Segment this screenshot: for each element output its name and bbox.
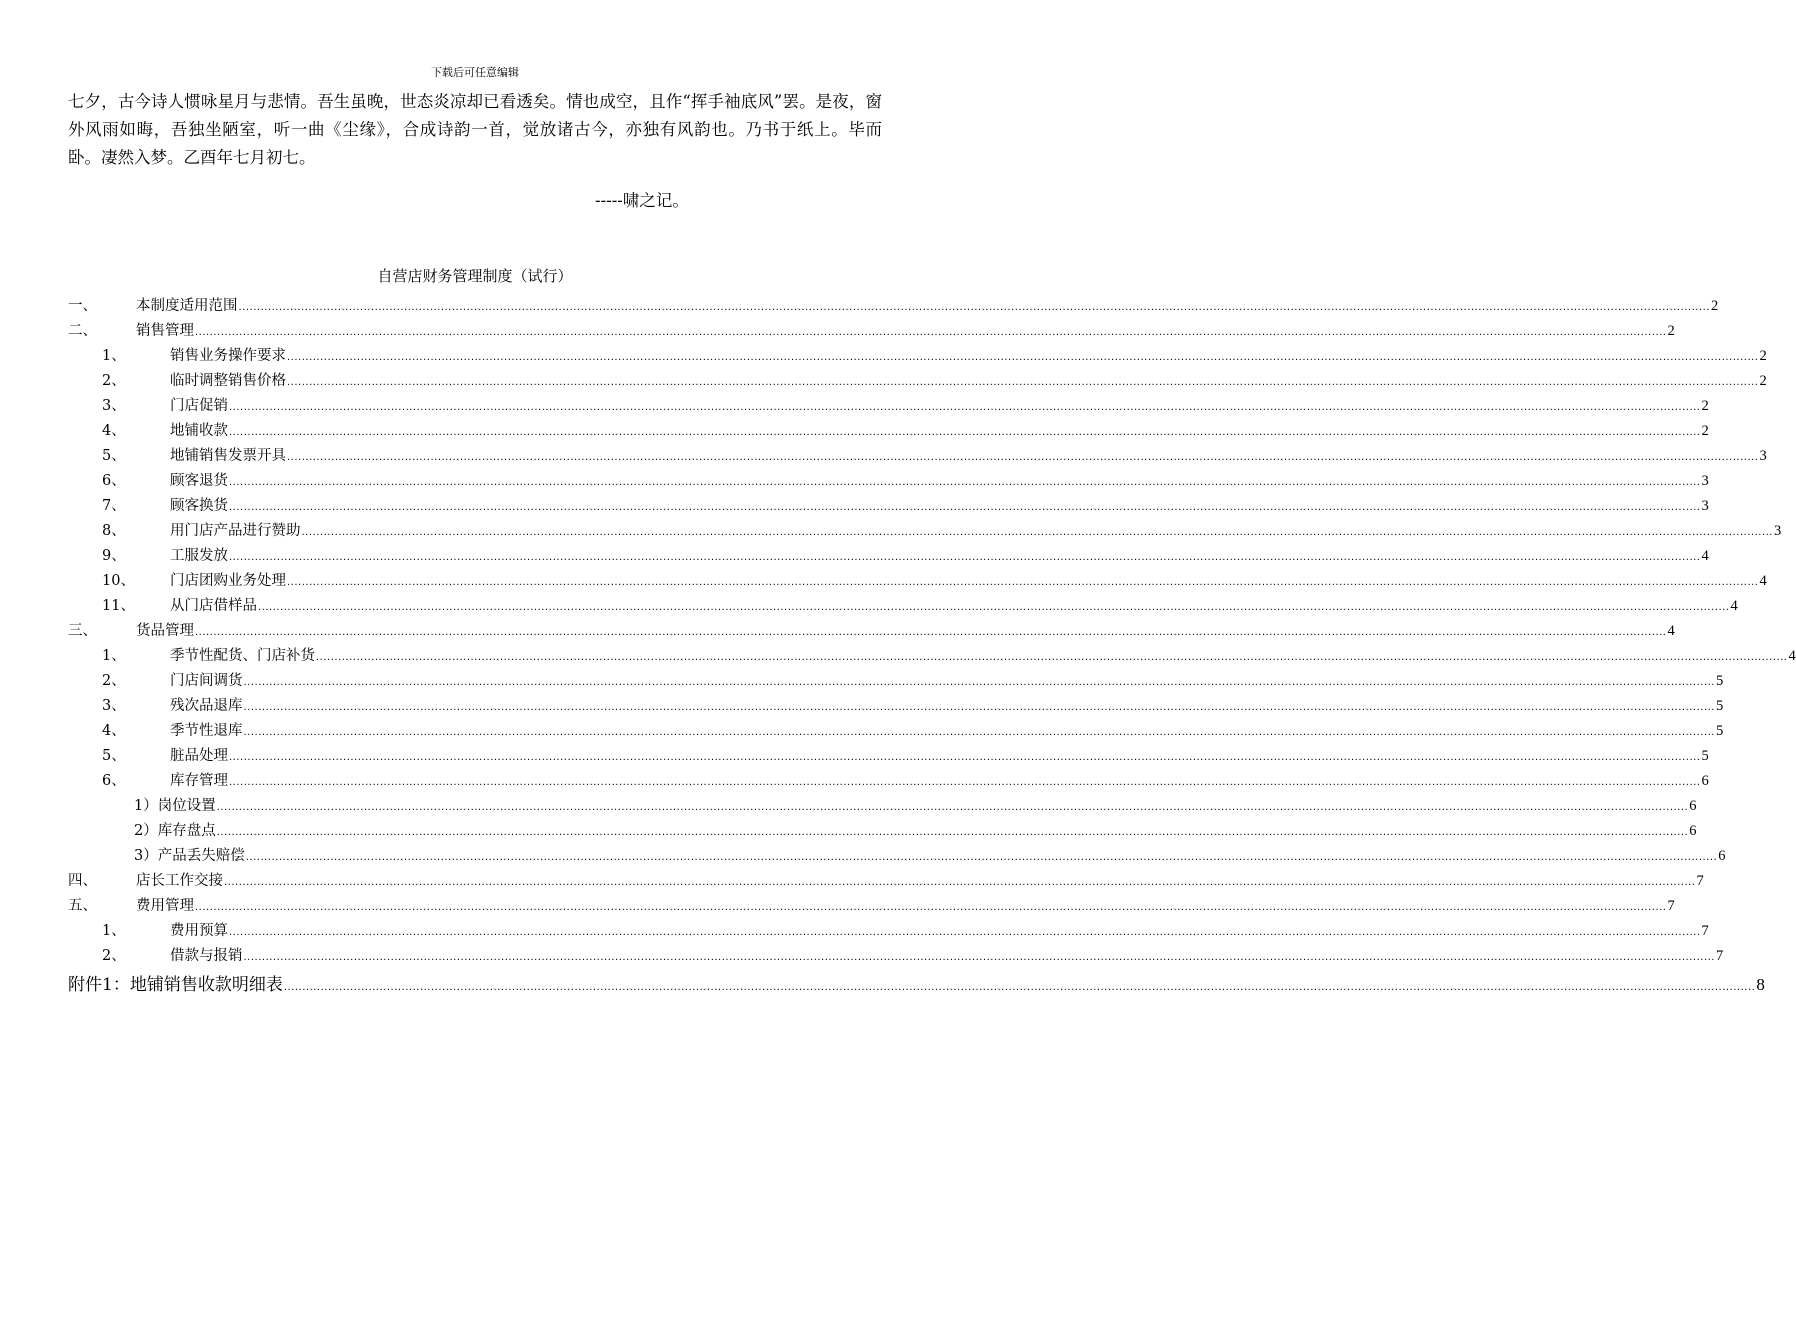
toc-entry-title: 脏品处理 xyxy=(170,748,228,764)
toc-entry-title: 顾客换货 xyxy=(170,498,228,514)
signature: -----啸之记。 xyxy=(595,191,689,210)
toc-dot-leader: ................................................................................................................................................................................................................................................................................................................................................................................................................ xyxy=(245,852,1718,863)
toc-entry[interactable] xyxy=(68,719,1724,744)
toc-entry-number: 5、 xyxy=(102,448,126,464)
toc-entry-page-number: 3 xyxy=(1759,448,1767,464)
toc-entry-page-number: 4 xyxy=(1788,648,1796,664)
toc-entry-title: 季节性退库 xyxy=(170,723,243,739)
toc-entry-title: 销售业务操作要求 xyxy=(170,348,286,364)
toc-entry-number: 1、 xyxy=(102,648,126,664)
toc-entry-title: 临时调整销售价格 xyxy=(170,373,286,389)
toc-entry[interactable] xyxy=(68,694,1724,719)
toc-entry-title: 季节性配货、门店补货 xyxy=(170,648,315,664)
toc-dot-leader: ................................................................................................................................................................................................................................................................................................................................................................................................................ xyxy=(243,952,1715,963)
toc-dot-leader: ................................................................................................................................................................................................................................................................................................................................................................................................................ xyxy=(316,652,1788,663)
toc-dot-leader: ................................................................................................................................................................................................................................................................................................................................................................................................................ xyxy=(216,827,1689,838)
toc-entry-number: 2） xyxy=(134,823,158,839)
toc-entry-page-number: 2 xyxy=(1701,423,1709,439)
toc-entry[interactable] xyxy=(68,294,1719,319)
toc-dot-leader: ................................................................................................................................................................................................................................................................................................................................................................................................................ xyxy=(195,627,1667,638)
toc-entry-page-number: 2 xyxy=(1759,373,1767,389)
toc-entry-number: 4、 xyxy=(102,423,126,439)
intro-paragraph: 七夕，古今诗人惯咏星月与悲情。吾生虽晚，世态炎凉却已看透矣。情也成空，且作“挥手袖底风”罢。是夜，窗外风雨如晦，吾独坐陋室，听一曲《尘缘》，合成诗韵一首，觉放诸古今，亦独有风韵也。乃书于纸上。毕而卧。凄然入梦。乙酉年七月初七。 xyxy=(68,92,882,167)
toc-dot-leader: ................................................................................................................................................................................................................................................................................................................................................................................................................ xyxy=(216,802,1689,813)
toc-entry-title: 门店团购业务处理 xyxy=(170,573,286,589)
toc-entry[interactable] xyxy=(68,619,1675,644)
toc-entry-title: 费用管理 xyxy=(136,898,194,914)
toc-entry[interactable] xyxy=(68,819,1697,844)
toc-entry-title: 残次品退库 xyxy=(170,698,243,714)
toc-entry-page-number: 5 xyxy=(1715,698,1724,714)
toc-entry-number: 10、 xyxy=(102,573,135,589)
toc-dot-leader: ................................................................................................................................................................................................................................................................................................................................................................................................................ xyxy=(229,777,1701,788)
toc-entry-page-number: 7 xyxy=(1715,948,1724,964)
toc-entry-title: 门店促销 xyxy=(170,398,228,414)
toc-dot-leader: ................................................................................................................................................................................................................................................................................................................................................................................................................ xyxy=(229,502,1701,513)
toc-entry[interactable] xyxy=(68,344,1767,369)
toc-entry-number: 一、 xyxy=(68,298,97,314)
toc-entry-page-number: 7 xyxy=(1696,873,1704,889)
toc-entry-number: 8、 xyxy=(102,523,126,539)
toc-dot-leader: ................................................................................................................................................................................................................................................................................................................................................................................................................ xyxy=(243,727,1715,738)
toc-entry[interactable] xyxy=(68,419,1709,444)
toc-title: 自营店财务管理制度（试行） xyxy=(377,267,573,285)
toc-entry-number: 3、 xyxy=(102,698,126,714)
toc-entry-number: 11、 xyxy=(102,598,135,614)
toc-entry[interactable] xyxy=(68,544,1709,569)
toc-entry[interactable] xyxy=(68,769,1709,794)
toc-entry-number: 五、 xyxy=(68,898,97,914)
toc-entry[interactable] xyxy=(68,444,1767,469)
toc-entry-page-number: 4 xyxy=(1730,598,1738,614)
toc-dot-leader: ................................................................................................................................................................................................................................................................................................................................................................................................................ xyxy=(243,702,1715,713)
toc-entry-page-number: 4 xyxy=(1667,623,1675,639)
toc-entry-number: 4、 xyxy=(102,723,126,739)
toc-entry-number: 二、 xyxy=(68,323,97,339)
toc-entry[interactable] xyxy=(68,744,1709,769)
table-of-contents xyxy=(68,294,1796,999)
toc-entry-page-number: 2 xyxy=(1759,348,1767,364)
toc-entry-page-number: 7 xyxy=(1701,923,1709,939)
toc-entry-page-number: 7 xyxy=(1667,898,1675,914)
page-header-note: 下载后可任意编辑 xyxy=(431,66,519,79)
toc-entry-page-number: 3 xyxy=(1701,473,1709,489)
toc-dot-leader: ................................................................................................................................................................................................................................................................................................................................................................................................................ xyxy=(287,577,1759,588)
toc-dot-leader: ................................................................................................................................................................................................................................................................................................................................................................................................................ xyxy=(224,877,1696,888)
toc-entry-title: 附件1：地铺销售收款明细表 xyxy=(68,975,283,995)
toc-entry-number: 1） xyxy=(134,798,158,814)
toc-entry-page-number: 3 xyxy=(1701,498,1709,514)
toc-entry[interactable] xyxy=(68,869,1704,894)
toc-dot-leader: ................................................................................................................................................................................................................................................................................................................................................................................................................ xyxy=(229,402,1701,413)
toc-entry-number: 三、 xyxy=(68,623,97,639)
toc-entry-page-number: 2 xyxy=(1667,323,1675,339)
toc-entry-number: 6、 xyxy=(102,773,126,789)
toc-dot-leader: ................................................................................................................................................................................................................................................................................................................................................................................................................ xyxy=(195,902,1667,913)
toc-entry-title: 从门店借样品 xyxy=(170,598,257,614)
toc-entry-title: 地铺收款 xyxy=(170,423,228,439)
toc-entry[interactable] xyxy=(68,971,1765,999)
toc-dot-leader: ................................................................................................................................................................................................................................................................................................................................................................................................................ xyxy=(229,427,1701,438)
toc-entry-page-number: 3 xyxy=(1773,523,1782,539)
toc-entry[interactable] xyxy=(68,594,1738,619)
toc-entry-title: 地铺销售发票开具 xyxy=(170,448,286,464)
toc-entry-number: 5、 xyxy=(102,748,126,764)
toc-entry-number: 2、 xyxy=(102,948,126,964)
toc-entry[interactable] xyxy=(68,794,1697,819)
toc-entry-number: 四、 xyxy=(68,873,97,889)
toc-entry-title: 顾客退货 xyxy=(170,473,228,489)
toc-entry[interactable] xyxy=(68,469,1709,494)
toc-entry-number: 2、 xyxy=(102,373,126,389)
toc-dot-leader: ................................................................................................................................................................................................................................................................................................................................................................................................................ xyxy=(287,377,1759,388)
toc-dot-leader: ................................................................................................................................................................................................................................................................................................................................................................................................................ xyxy=(258,602,1730,613)
toc-entry-title: 库存管理 xyxy=(170,773,228,789)
toc-entry-title: 产品丢失赔偿 xyxy=(157,848,245,864)
toc-entry-page-number: 8 xyxy=(1756,975,1765,994)
toc-dot-leader: ................................................................................................................................................................................................................................................................................................................................................................................................................ xyxy=(243,677,1715,688)
toc-entry-page-number: 5 xyxy=(1715,673,1724,689)
toc-entry[interactable] xyxy=(68,894,1675,919)
toc-entry-number: 1、 xyxy=(102,923,126,939)
toc-entry[interactable] xyxy=(68,569,1767,594)
toc-entry-page-number: 5 xyxy=(1715,723,1724,739)
toc-entry-title: 销售管理 xyxy=(136,323,194,339)
toc-entry-title: 门店间调货 xyxy=(170,673,243,689)
toc-entry-number: 6、 xyxy=(102,473,126,489)
toc-entry-number: 2、 xyxy=(102,673,126,689)
toc-dot-leader: ................................................................................................................................................................................................................................................................................................................................................................................................................ xyxy=(287,452,1759,463)
toc-entry-page-number: 4 xyxy=(1701,548,1709,564)
toc-entry-title: 岗位设置 xyxy=(157,798,216,814)
toc-entry-title: 本制度适用范围 xyxy=(136,298,238,314)
toc-entry-title: 库存盘点 xyxy=(157,823,216,839)
toc-entry-title: 用门店产品进行赞助 xyxy=(170,523,301,539)
toc-entry-number: 9、 xyxy=(102,548,126,564)
toc-entry-title: 货品管理 xyxy=(136,623,194,639)
toc-entry-title: 店长工作交接 xyxy=(136,873,223,889)
toc-entry-page-number: 6 xyxy=(1689,798,1697,814)
toc-entry-title: 工服发放 xyxy=(170,548,228,564)
toc-dot-leader: ................................................................................................................................................................................................................................................................................................................................................................................................................ xyxy=(195,327,1667,338)
toc-entry-number: 7、 xyxy=(102,498,126,514)
toc-entry-page-number: 2 xyxy=(1710,298,1719,314)
toc-dot-leader: ................................................................................................................................................................................................................................................................................................................................................................................................................ xyxy=(287,352,1759,363)
toc-entry[interactable] xyxy=(68,919,1709,944)
toc-entry-number: 3、 xyxy=(102,398,126,414)
toc-entry-number: 1、 xyxy=(102,348,126,364)
toc-entry-title: 费用预算 xyxy=(170,923,228,939)
toc-dot-leader: ................................................................................................................................................................................................................................................................................................................................................................................................................ xyxy=(238,302,1710,313)
toc-entry[interactable] xyxy=(68,519,1782,544)
toc-entry-page-number: 6 xyxy=(1701,773,1709,789)
toc-dot-leader: ................................................................................................................................................................................................................................................................................................................................................................................................................ xyxy=(229,552,1701,563)
toc-entry-number: 3） xyxy=(134,848,158,864)
toc-entry-page-number: 4 xyxy=(1759,573,1767,589)
toc-entry-page-number: 6 xyxy=(1689,823,1697,839)
toc-entry[interactable] xyxy=(68,394,1709,419)
toc-dot-leader: ................................................................................................................................................................................................................................................................................................................................................................................................................ xyxy=(283,982,1756,993)
toc-entry-page-number: 5 xyxy=(1701,748,1709,764)
toc-entry-title: 借款与报销 xyxy=(170,948,243,964)
toc-entry[interactable] xyxy=(68,644,1796,669)
toc-entry[interactable] xyxy=(68,669,1724,694)
toc-entry[interactable] xyxy=(68,844,1726,869)
toc-dot-leader: ................................................................................................................................................................................................................................................................................................................................................................................................................ xyxy=(229,477,1701,488)
toc-entry[interactable] xyxy=(68,944,1724,969)
toc-entry[interactable] xyxy=(68,494,1709,519)
toc-entry-page-number: 6 xyxy=(1718,848,1726,864)
toc-entry[interactable] xyxy=(68,319,1675,344)
toc-dot-leader: ................................................................................................................................................................................................................................................................................................................................................................................................................ xyxy=(301,527,1773,538)
toc-dot-leader: ................................................................................................................................................................................................................................................................................................................................................................................................................ xyxy=(229,927,1701,938)
toc-dot-leader: ................................................................................................................................................................................................................................................................................................................................................................................................................ xyxy=(229,752,1701,763)
toc-entry[interactable] xyxy=(68,369,1767,394)
toc-entry-page-number: 2 xyxy=(1701,398,1709,414)
